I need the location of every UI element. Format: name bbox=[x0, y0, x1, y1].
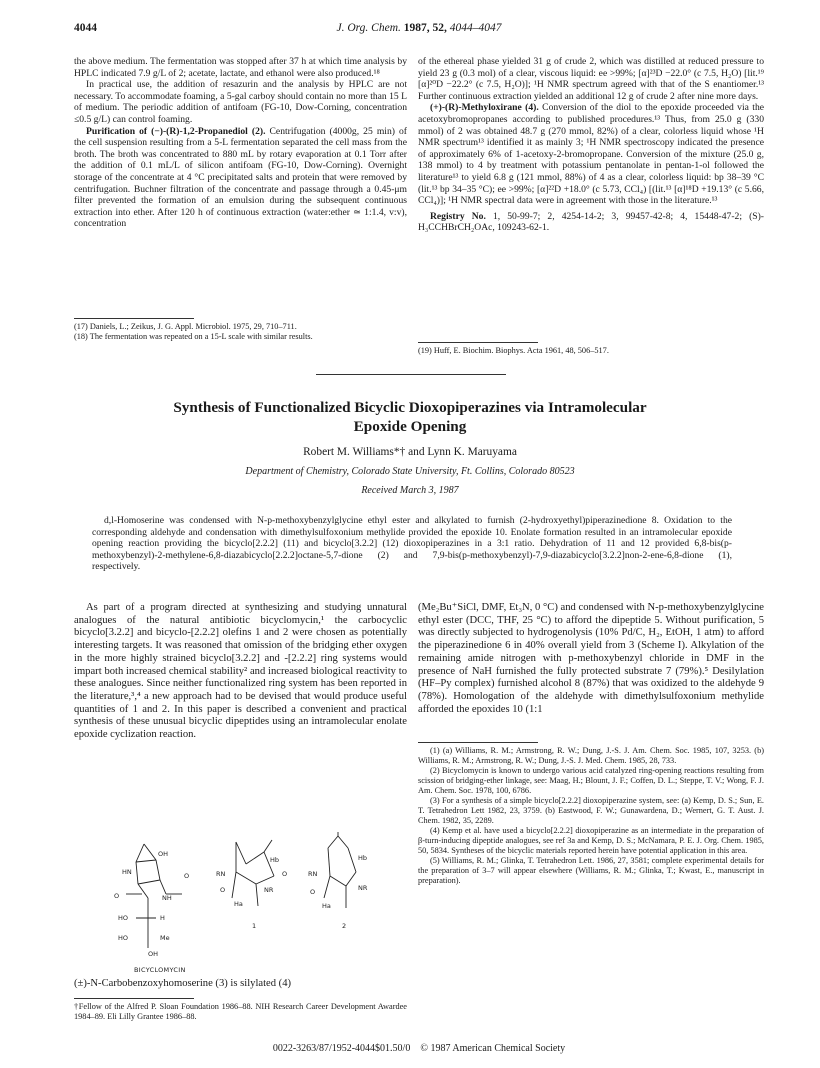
footnote: (18) The fermentation was repeated on a 15-L scale with similar results. bbox=[74, 332, 313, 341]
article-code: 0022-3263/87/1952-4044$01.50/0 bbox=[272, 1043, 411, 1054]
purification-heading: Purification of (−)-(R)-1,2-Propanediol (2). bbox=[86, 125, 266, 137]
footnote-rule bbox=[418, 742, 538, 743]
footnote: (2) Bicyclomycin is known to undergo various acid catalyzed ring-opening reactions resulting from scission of bridging-ether linkage, see: Maag, H.; Blount, J. F.; Coffen, D. L.; Steppe, T. V.; Wong, F. J. Am. Chem. Soc. 1978, 100, 6786. bbox=[418, 766, 764, 795]
nr-label: NR bbox=[358, 884, 368, 892]
footnote: (3) For a synthesis of a simple bicyclo[2.2.2] dioxopiperazine system, see: (a) Kemp, D. S.; Sun, E. T. Tetrahedron Lett 1982, 23, 3759. (b) Eastwood, F. W.; Gunawardena, D.; Wernert, G. T. Aust. J. Chem. 1982, 35, 2289. bbox=[418, 796, 764, 825]
nh-label: NH bbox=[162, 894, 172, 902]
journal-year-volume: 1987, 52, bbox=[403, 22, 447, 34]
prev-article-right-column bbox=[418, 56, 764, 234]
compound-2-label: 2 bbox=[342, 922, 347, 930]
received-date: Received March 3, 1987 bbox=[361, 485, 459, 496]
compound-1-label: 1 bbox=[252, 922, 257, 930]
oh-label: OH bbox=[158, 850, 169, 858]
fellow-footnote: †Fellow of the Alfred P. Sloan Foundation 1986–88. NIH Research Career Development Awardee 1984–89. Eli Lilly Grantee 1986–88. bbox=[74, 1002, 407, 1021]
oh-label: OH bbox=[148, 950, 159, 958]
purification-paragraph bbox=[74, 126, 407, 230]
abstract: d,l-Homoserine was condensed with N-p-methoxybenzylglycine ethyl ester and alkylated to furnish (2-hydroxyethyl)piperazinedione 8. Oxidation to the corresponding aldehyde and condensation with dimethylsulfoxonium methylide provided the epoxide 10. Enolate formation resulted in an intramolecular epoxide opening reaction providing the bicyclo[2.2.2] (11) and bicyclo[3.2.2] (12) dioxopiperazines in a 3:1 ratio. Dehydration of 11 and 12 provided 6,8-bis(p-methoxybenzyl)-2-methylene-6,8-diazabicyclo[2.2.2]octane-5,7-dione (2) and 7,9-bis(p-methoxybenzyl)-7,9-diazabicyclo[3.2.2]non-2-ene-6,8-dione (1), respectively. bbox=[92, 515, 732, 572]
hn-label: HN bbox=[122, 868, 132, 876]
prev-paragraph: In practical use, the addition of resazurin and the analysis by HPLC are not necessary. To accommodate foaming, a 5-gal carboy should contain no more than 15 L of medium. The periodic addition of antifoam (FG-10, Dow-Corning, concentration ≤0.5 g/L) can control foaming. bbox=[74, 79, 407, 125]
title-line: Synthesis of Functionalized Bicyclic Dioxopiperazines via Intramolecular bbox=[173, 399, 647, 416]
nr-label: NR bbox=[264, 886, 274, 894]
prev-paragraph: the above medium. The fermentation was stopped after 37 h at which time analysis by HPLC indicated 7.9 g/L of 2; acetate, lactate, and ethanol were also produced.¹⁸ bbox=[74, 56, 407, 79]
page-number: 4044 bbox=[74, 22, 97, 34]
page-footer bbox=[74, 1043, 764, 1054]
footnote: (1) (a) Williams, R. M.; Armstrong, R. W.; Dung, J.-S. J. Am. Chem. Soc. 1985, 107, 3253. (b) Williams, R. M.; Armstrong, R. W.; Dung, J.-S. J. Med. Chem. 1985, 28, 733. bbox=[418, 746, 764, 765]
footnote: (5) Williams, R. M.; Glinka, T. Tetrahedron Lett. 1986, 27, 3581; complete experimental details for the preparation of 3–7 will appear elsewhere (Williams, R. M.; Glinka, T.; Kwast, E., manuscript in preparation). bbox=[418, 856, 764, 885]
after-structure-text: (±)-N-Carbobenzoxyhomoserine (3) is silylated (4) bbox=[74, 978, 292, 989]
intro-paragraph: As part of a program directed at synthesizing and studying unnatural analogues of the natural antibiotic bicyclomycin,¹ the carbocyclic bicyclo[3.2.2] and bicyclo-[2.2.2] olefins 1 and 2 were chosen as potentially interesting targets. It was reasoned that omission of the bridging ether oxygen in the more highly strained bicyclo[3.2.2] and -[2.2.2] ring systems would impart both increased chemical stability² and increased biological reactivity to these analogues. Since neither functionalized ring system has been reported in the literature,³,⁴ a new approach had to be devised that would produce useful quantities of 1 and 2. In this paper is described a convenient and practical synthesis of these unusual bicyclic dipeptides using an intramolecular enolate epoxide cyclization reaction. bbox=[74, 602, 407, 741]
o-label: O bbox=[184, 872, 190, 880]
purification-text: Centrifugation (4000g, 25 min) of the cell suspension resulting from a 5-L fermentation separated the cell mass from the broth. The broth was concentrated to 880 mL by rotary evaporation at 0.1 Torr after the addition of 0.1 mL/L of silicon antifoam (FG-10, Dow-Corning). Overnight storage of the concentrate at 4 °C precipitated salts and protein that were removed by centrifugation. Buchner filtration of the concentrate and passage through a 0.45-μm filter prevented the formation of an emulsion during the subsequent continuous extraction into ether. After 120 h of continuous extraction (water:ether ≃ 1:1.4, v:v), concentration bbox=[74, 125, 407, 230]
prev-left-footnotes bbox=[74, 322, 407, 342]
methyloxirane-heading: (+)-(R)-Methyloxirane (4). bbox=[430, 102, 539, 114]
body-paragraph: (Me₂Bu⁺SiCl, DMF, Et₃N, 0 °C) and condensed with N-p-methoxybenzylglycine ethyl ester (DCC, THF, 25 °C) to afford the dipeptide 5. Without purification, 5 was directly subjected to hydrogenolysis (10% Pd/C, H₂, EtOH, 1 atm) to afford the piperazinedione 6 in 40% overall yield from 3 (Scheme I). Alkylation of the remaining amide nitrogen with p-methoxybenzyl chloride in DMF in the presence of NaH furnished the fully protected substrate 7 (79%).⁵ Desilylation (HF–Py complex) furnished alcohol 8 (87%) that was oxidized to the aldehyde 9 (78%). Homologation of the aldehyde with dimethylsulfoxonium methylide afforded the epoxides 10 (1:1 bbox=[418, 602, 764, 715]
bicyclomycin-structure bbox=[126, 844, 182, 948]
methyloxirane-paragraph bbox=[418, 102, 764, 206]
registry-text: 1, 50-99-7; 2, 4254-14-2; 3, 99457-42-8; 4, 15448-47-2; (S)-H₃CCHBrCH₂OAc, 109243-62-1. bbox=[418, 210, 765, 234]
authors: Robert M. Williams*† and Lynn K. Maruyama bbox=[303, 446, 517, 458]
compound-2-structure bbox=[324, 832, 356, 908]
me-label: Me bbox=[160, 934, 170, 942]
rn-label: RN bbox=[216, 870, 226, 878]
o-label: O bbox=[282, 870, 288, 878]
structures-figure bbox=[96, 832, 396, 960]
footnote-rule bbox=[74, 998, 194, 999]
footnote-rule bbox=[418, 342, 538, 343]
footnote: (17) Daniels, L.; Zeikus, J. G. Appl. Microbiol. 1975, 29, 710–711. bbox=[74, 322, 297, 331]
copyright: © 1987 American Chemical Society bbox=[420, 1043, 566, 1054]
footnote: (4) Kemp et al. have used a bicyclo[2.2.2] dioxopiperazine as an intermediate in the preparation of β-turn-inducing dipeptide analogues, see ref 3a and Kemp, D. S.; McNamara, P. E. J. Org. Chem. 1985, 50, 5834. Syntheses of the bicyclic materials reported herein have potential application in this area. bbox=[418, 826, 764, 855]
h-label: H bbox=[160, 914, 165, 922]
footnote-rule bbox=[74, 318, 194, 319]
ha-label: Ha bbox=[234, 900, 243, 908]
bicyclomycin-label: BICYCLOMYCIN bbox=[134, 966, 186, 974]
registry-paragraph bbox=[418, 211, 764, 234]
article-separator bbox=[316, 374, 506, 375]
compound-1-structure bbox=[232, 840, 274, 906]
o-label: O bbox=[114, 892, 120, 900]
journal-pages: 4044–4047 bbox=[449, 22, 502, 34]
journal-name: J. Org. Chem. bbox=[336, 22, 401, 34]
ha-label: Ha bbox=[322, 902, 331, 910]
prev-paragraph: of the ethereal phase yielded 31 g of crude 2, which was distilled at reduced pressure to yield 23 g (0.3 mol) of a clear, viscous liquid: ee >99%; [α]²³D −22.0° (c 7.5, H₂O) [lit.¹⁹ [α]²⁰D −22.2° (c 7.5, H₂O)]; ¹H NMR spectrum agreed with that of the S enantiomer.¹³ Further continuous extraction yielded an additional 12 g of crude 2 after nine more days. bbox=[418, 56, 764, 102]
prev-right-footnotes bbox=[418, 346, 764, 356]
article-title bbox=[60, 398, 760, 436]
article-right-column bbox=[418, 602, 764, 716]
affiliation: Department of Chemistry, Colorado State University, Ft. Collins, Colorado 80523 bbox=[245, 466, 575, 477]
article-footnotes bbox=[418, 746, 764, 886]
title-line: Epoxide Opening bbox=[353, 418, 467, 435]
methyloxirane-text: Conversion of the diol to the epoxide proceeded via the acetoxybromopropanes according to published procedures.¹³ Thus, from 25.0 g (330 mmol) of 2 was obtained 48.7 g (270 mmol, 82%) of a clear, colorless liquid whose ¹H NMR spectrum¹³ identified it as mainly 3; ¹H NMR spectroscopy indicated the presence of approximately 6% of 1-acetoxy-2-bromopropane. Conversion of the mixture (25.0 g, 138 mmol) to 4 by treatment with potassium pentanolate in pentan-1-ol followed the literature¹³ to yield 6.8 g (121 mmol, 88%) of 4 as a clear, colorless liquid: bp 38–39 °C (lit.¹³ bp 34–35 °C); ee >99%; [α]²²D +18.0° (c 5.73, CCl₄) [(lit.¹³ [α]¹⁸D +19.13° (c 5.66, CCl₄)]; ¹H NMR spectral data were in agreement with those in the literature.¹³ bbox=[418, 102, 764, 207]
ho-label: HO bbox=[118, 934, 129, 942]
prev-article-left-column bbox=[74, 56, 407, 230]
running-header bbox=[74, 22, 764, 38]
o-label: O bbox=[310, 888, 316, 896]
footnote: (19) Huff, E. Biochim. Biophys. Acta 1961, 48, 506–517. bbox=[418, 346, 609, 355]
ho-label: HO bbox=[118, 914, 129, 922]
hb-label: Hb bbox=[270, 856, 280, 864]
registry-heading: Registry No. bbox=[430, 210, 486, 222]
hb-label: Hb bbox=[358, 854, 368, 862]
journal-citation bbox=[74, 22, 764, 34]
article-left-column bbox=[74, 602, 407, 742]
rn-label: RN bbox=[308, 870, 318, 878]
o-label: O bbox=[220, 886, 226, 894]
